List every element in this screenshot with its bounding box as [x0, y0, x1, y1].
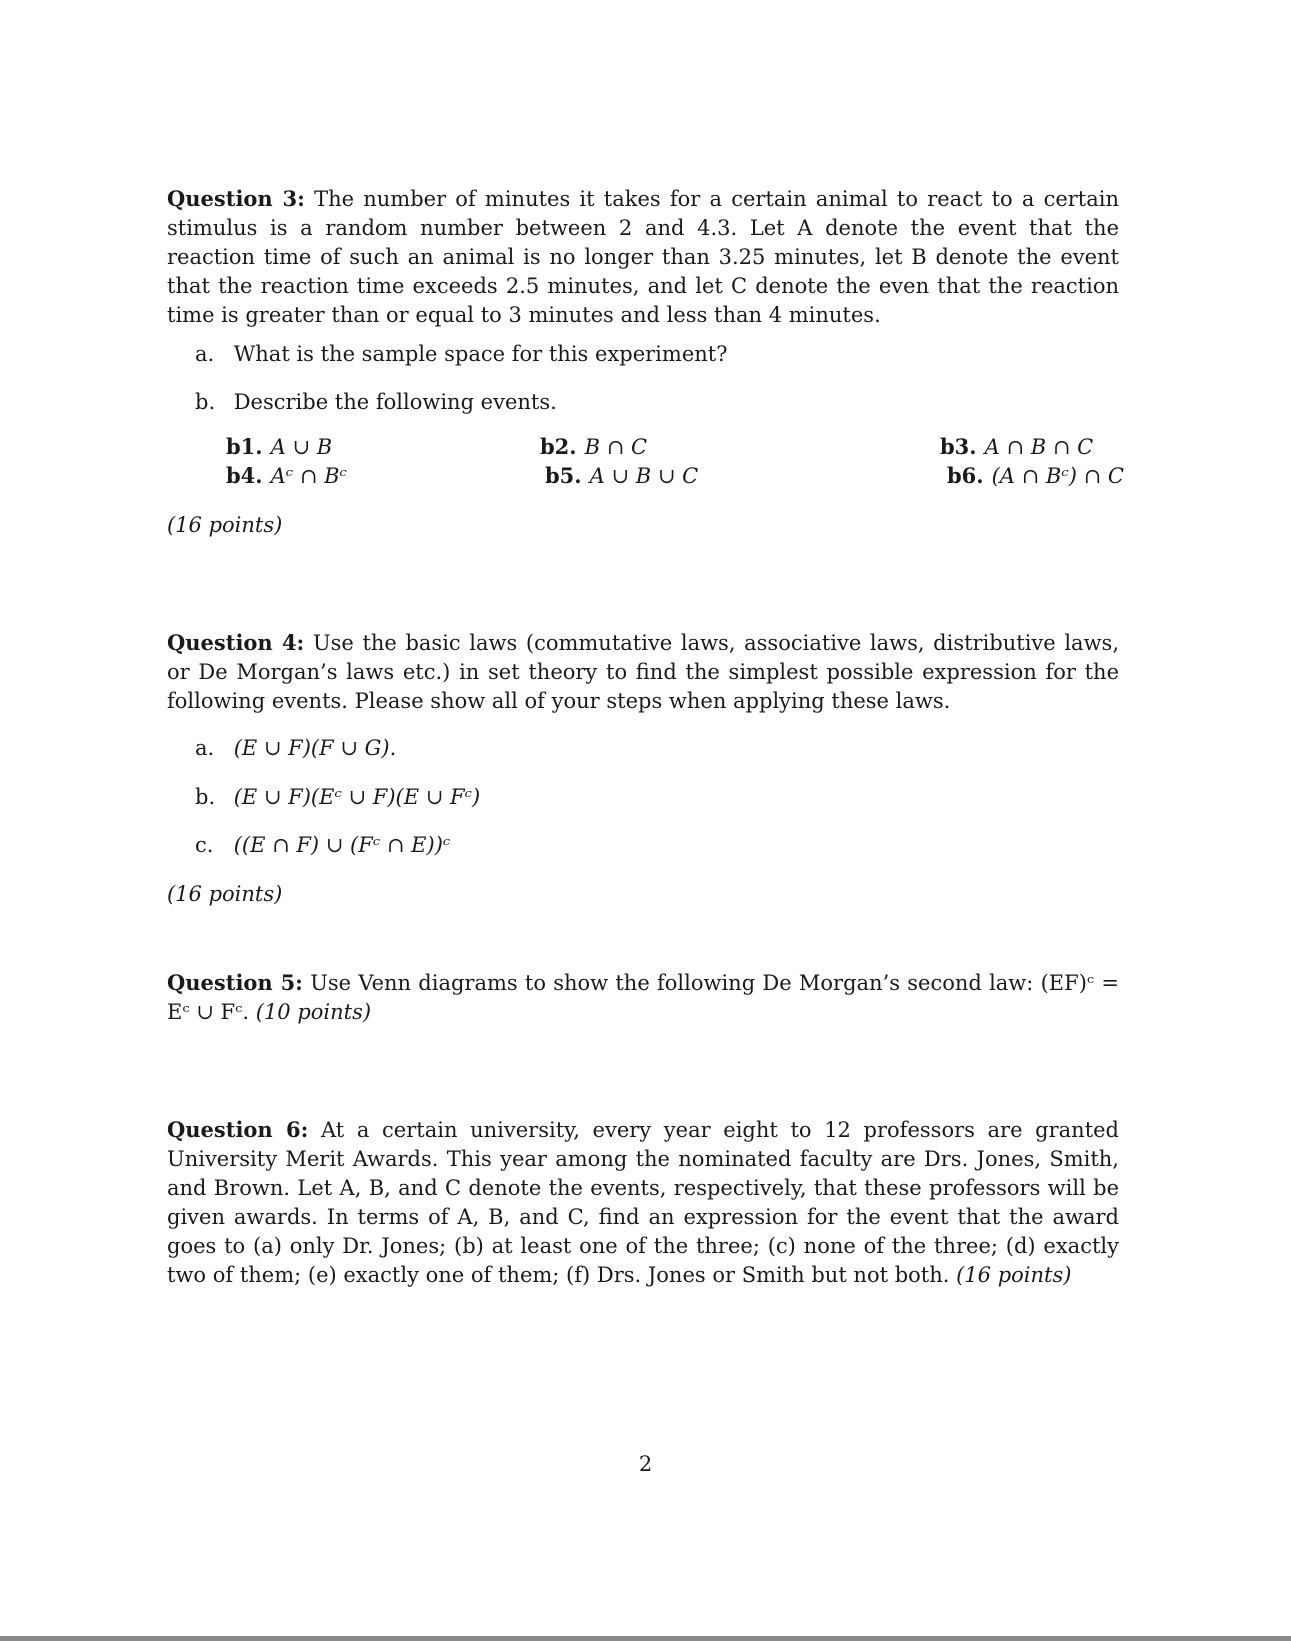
event-b5-tag: b5. — [545, 463, 582, 488]
question-3-label: Question 3: — [167, 186, 305, 211]
q4-part-b-expr: (E ∪ F)(Eᶜ ∪ F)(E ∪ Fᶜ) — [233, 785, 481, 809]
q4-part-c-tag: c. — [195, 833, 214, 857]
event-b5-expr: A ∪ B ∪ C — [589, 464, 699, 488]
question-5-label: Question 5: — [167, 970, 303, 995]
part-a-tag: a. — [195, 342, 215, 366]
event-b4-tag: b4. — [226, 463, 263, 488]
event-b4 — [226, 461, 347, 491]
question-5-text: Use Venn diagrams to show the following De Morgan’s second law: (EF)ᶜ = Eᶜ ∪ Fᶜ. — [167, 971, 1119, 1024]
event-b1-tag: b1. — [226, 434, 263, 459]
question-6-label: Question 6: — [167, 1117, 309, 1142]
event-b5 — [545, 461, 698, 491]
event-b6-expr: (A ∩ Bᶜ) ∩ C — [991, 464, 1124, 488]
question-4-part-b — [195, 783, 480, 812]
part-a-text: What is the sample space for this experiment? — [233, 342, 728, 366]
event-b3-expr: A ∩ B ∩ C — [984, 435, 1094, 459]
bottom-divider — [0, 1636, 1291, 1641]
event-b6 — [947, 461, 1124, 491]
question-6-text: At a certain university, every year eight to 12 professors are granted University Merit Awards. This year among the nominated faculty are Drs. Jones, Smith, and Brown. Let A, B, and C denote the events, respectively, that these professors will be given awards. In terms of A, B, and C, find an expression for the event that the award goes to (a) only Dr. Jones; (b) at least one of the three; (c) none of the three; (d) exactly two of them; (e) exactly one of them; (f) Drs. Jones or Smith but not both. — [167, 1118, 1120, 1287]
event-b2 — [540, 432, 647, 462]
event-b1-expr: A ∪ B — [270, 435, 333, 459]
question-4-text: Use the basic laws (commutative laws, associative laws, distributive laws, or De Morgan’s laws etc.) in set theory to find the simplest possible expression for the following events. Please show all of your steps when applying these laws. — [167, 631, 1119, 713]
question-4-label: Question 4: — [167, 630, 305, 655]
question-6-points: (16 points) — [956, 1263, 1072, 1287]
event-b1 — [226, 432, 332, 462]
part-b-text: Describe the following events. — [233, 390, 557, 414]
question-3-points: (16 points) — [167, 513, 283, 537]
event-b3 — [940, 432, 1093, 462]
question-3-part-a — [195, 340, 727, 369]
question-3 — [167, 184, 1119, 330]
q4-part-a-expr: (E ∪ F)(F ∪ G). — [233, 736, 397, 760]
question-4 — [167, 628, 1119, 716]
event-b2-tag: b2. — [540, 434, 577, 459]
event-b6-tag: b6. — [947, 463, 984, 488]
q4-part-b-tag: b. — [195, 785, 216, 809]
question-6 — [167, 1115, 1119, 1290]
event-b2-expr: B ∩ C — [584, 435, 648, 459]
q4-part-a-tag: a. — [195, 736, 215, 760]
question-3-text: The number of minutes it takes for a certain animal to react to a certain stimulus is a random number between 2 and 4.3. Let A denote the event that the reaction time of such an animal is no longer than 3.25 minutes, let B denote the event that the reaction time exceeds 2.5 minutes, and let C denote the even that the reaction time is greater than or equal to 3 minutes and less than 4 minutes. — [167, 187, 1119, 327]
part-b-tag: b. — [195, 390, 216, 414]
question-5 — [167, 968, 1119, 1027]
question-4-part-c — [195, 831, 450, 860]
question-5-points: (10 points) — [255, 1000, 372, 1024]
q4-part-c-expr: ((E ∩ F) ∪ (Fᶜ ∩ E))ᶜ — [233, 833, 451, 857]
event-b4-expr: Aᶜ ∩ Bᶜ — [270, 464, 347, 488]
event-b3-tag: b3. — [940, 434, 977, 459]
question-4-part-a — [195, 734, 396, 763]
question-4-points: (16 points) — [167, 882, 283, 906]
page-number: 2 — [638, 1452, 653, 1476]
question-3-part-b — [195, 388, 557, 417]
